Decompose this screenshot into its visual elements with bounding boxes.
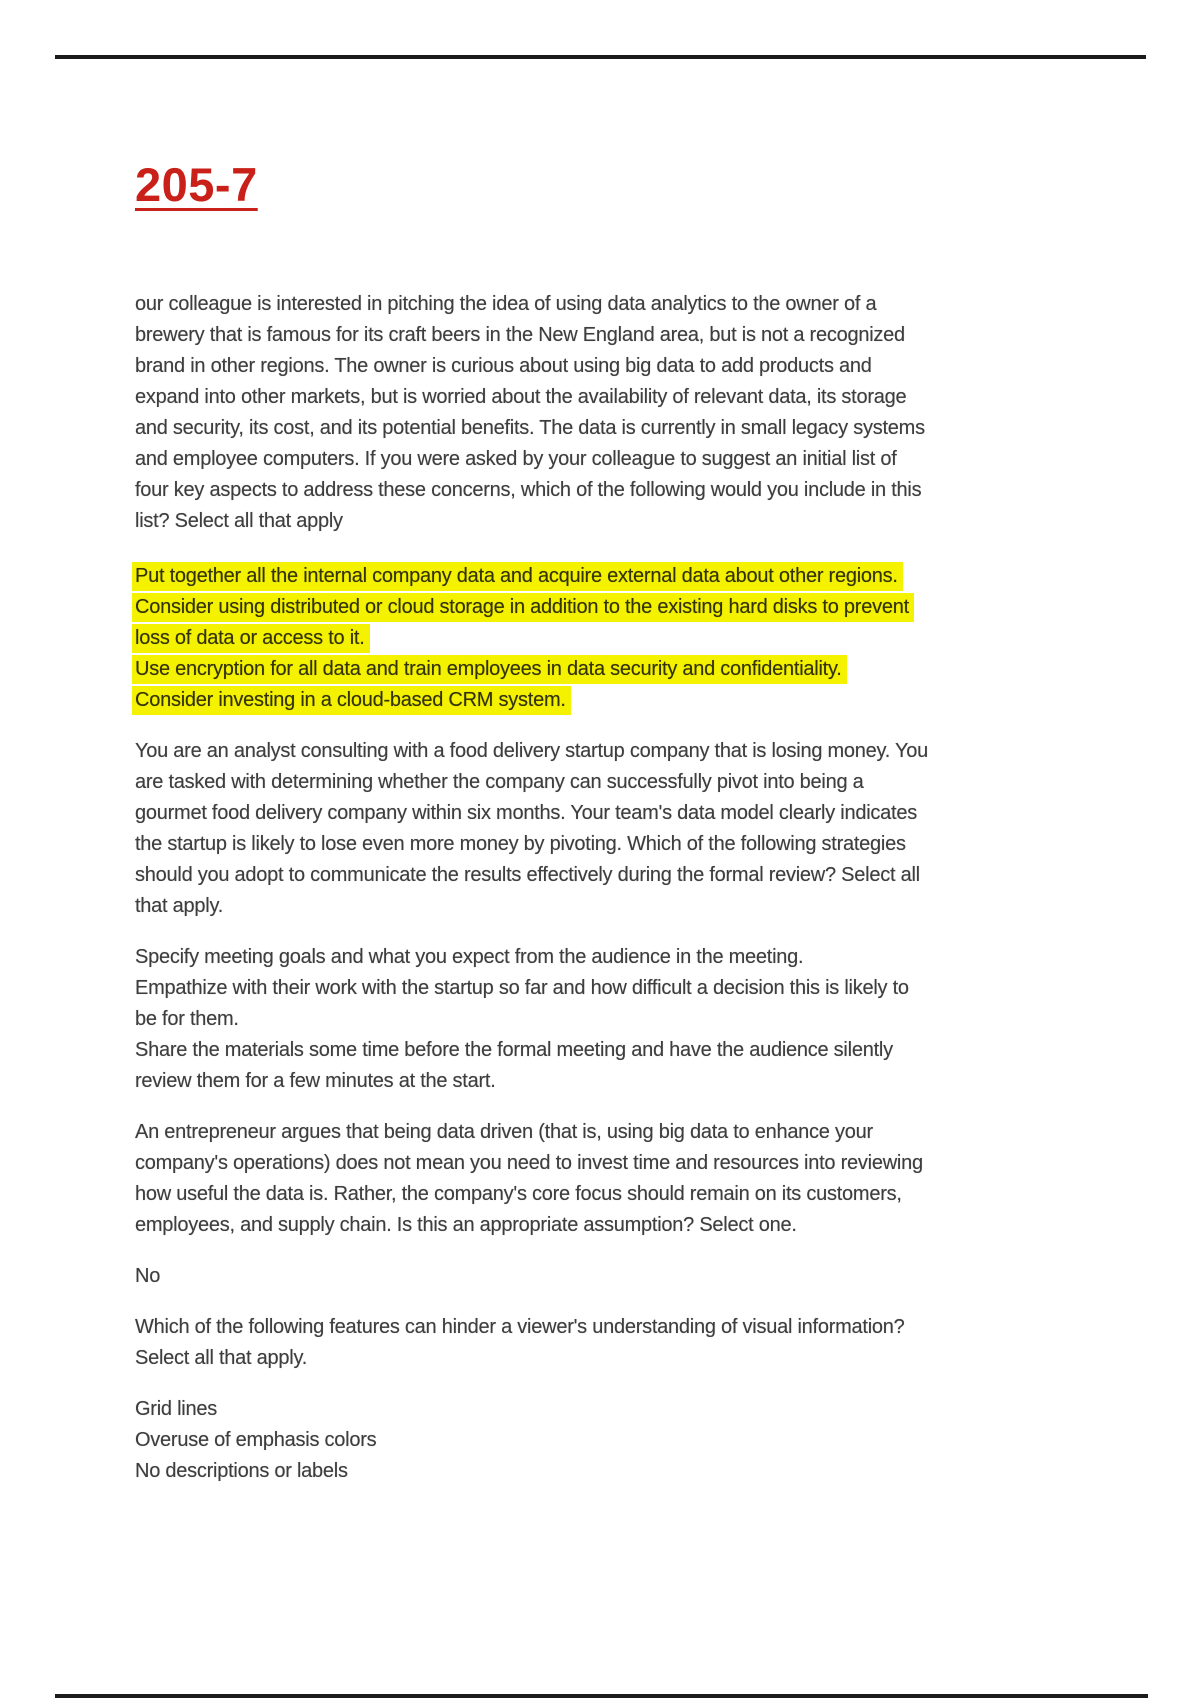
text-line: are tasked with determining whether the company can successfully pivot into being a (135, 771, 864, 793)
question-paragraph-4 (135, 1312, 980, 1374)
text-line: four key aspects to address these concerns, which of the following would you include in this (135, 479, 922, 501)
text-line: how useful the data is. Rather, the company's core focus should remain on its customers, (135, 1183, 902, 1205)
text-line: You are an analyst consulting with a food delivery startup company that is losing money. You (135, 740, 929, 762)
answer-paragraph-4 (135, 1394, 980, 1487)
document-page (135, 0, 980, 1487)
text-line: company's operations) does not mean you need to invest time and resources into reviewing (135, 1152, 923, 1174)
text-line: brewery that is famous for its craft beers in the New England area, but is not a recognized (135, 324, 905, 346)
text-line: gourmet food delivery company within six months. Your team's data model clearly indicates (135, 802, 917, 824)
text-line: the startup is likely to lose even more money by pivoting. Which of the following strategies (135, 833, 906, 855)
highlighted-text-line: loss of data or access to it. (135, 623, 980, 654)
highlighted-text-line: Consider using distributed or cloud storage in addition to the existing hard disks to prevent (135, 592, 980, 623)
text-line: Share the materials some time before the formal meeting and have the audience silently (135, 1039, 893, 1061)
text-line: Overuse of emphasis colors (135, 1429, 377, 1451)
text-line: employees, and supply chain. Is this an appropriate assumption? Select one. (135, 1214, 797, 1236)
text-line: brand in other regions. The owner is curious about using big data to add products and (135, 355, 872, 377)
text-line: Which of the following features can hinder a viewer's understanding of visual information? (135, 1316, 905, 1338)
highlighted-text-line: Put together all the internal company data and acquire external data about other regions. (135, 561, 980, 592)
text-line: expand into other markets, but is worried about the availability of relevant data, its storage (135, 386, 907, 408)
text-line: An entrepreneur argues that being data driven (that is, using big data to enhance your (135, 1121, 873, 1143)
answer-paragraph-3 (135, 1261, 980, 1292)
text-line: should you adopt to communicate the results effectively during the formal review? Select all (135, 864, 920, 886)
text-line: No descriptions or labels (135, 1460, 348, 1482)
text-line: Select all that apply. (135, 1347, 308, 1369)
highlighted-text-line: Consider investing in a cloud-based CRM system. (135, 685, 980, 716)
highlighted-text-line: Use encryption for all data and train employees in data security and confidentiality. (135, 654, 980, 685)
text-line: Specify meeting goals and what you expect from the audience in the meeting. (135, 946, 804, 968)
text-line: and employee computers. If you were asked by your colleague to suggest an initial list of (135, 448, 897, 470)
question-paragraph-1 (135, 289, 980, 537)
highlighted-answer-paragraph (135, 561, 980, 716)
answer-paragraph-2 (135, 942, 980, 1097)
text-line: and security, its cost, and its potential benefits. The data is currently in small legacy systems (135, 417, 925, 439)
text-line: list? Select all that apply (135, 510, 343, 532)
bottom-rule (55, 1694, 1148, 1698)
text-line: our colleague is interested in pitching the idea of using data analytics to the owner of a (135, 293, 877, 315)
text-line: Grid lines (135, 1398, 217, 1420)
page-title: 205-7 (135, 158, 258, 211)
question-paragraph-2 (135, 736, 980, 922)
text-line: that apply. (135, 895, 224, 917)
text-line: No (135, 1265, 161, 1287)
question-paragraph-3 (135, 1117, 980, 1241)
text-line: Empathize with their work with the startup so far and how difficult a decision this is likely to (135, 977, 909, 999)
text-line: be for them. (135, 1008, 239, 1030)
text-line: review them for a few minutes at the start. (135, 1070, 496, 1092)
